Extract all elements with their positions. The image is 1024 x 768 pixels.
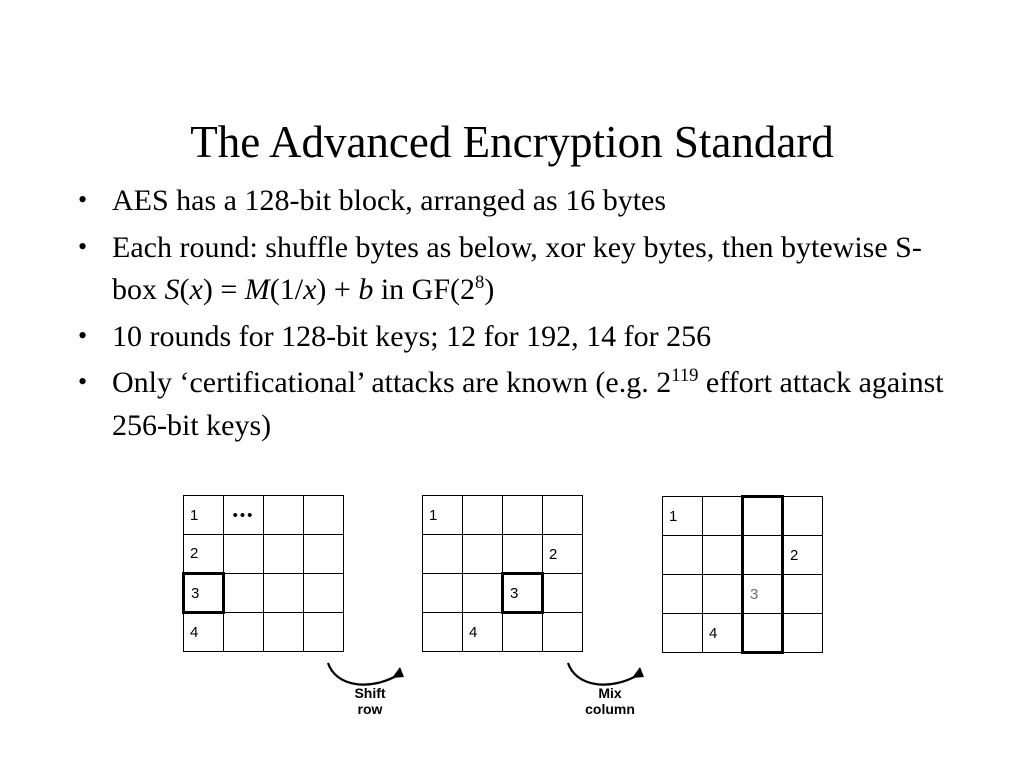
- cell-r0c3: [304, 496, 344, 535]
- cell-r1c1: [703, 536, 743, 575]
- arrow-shift-row-label: [325, 685, 415, 717]
- cell-r0c1: •••: [224, 496, 264, 535]
- cell-r3c3: [783, 614, 823, 653]
- table-row: [423, 496, 583, 535]
- bullet-text-1: AES has a 128-bit block, arranged as 16 bytes: [112, 184, 667, 217]
- bullet-marker-icon: •: [78, 367, 88, 397]
- cell-r2c2-highlighted: 3: [743, 575, 783, 614]
- list-item: [78, 180, 958, 223]
- cell-r2c1: [703, 575, 743, 614]
- bullet-list: [78, 180, 958, 452]
- cell-r3c1: 4: [463, 613, 503, 652]
- cell-r0c1: [703, 497, 743, 536]
- cell-r0c3: [783, 497, 823, 536]
- cell-r0c2: [503, 496, 543, 535]
- cell-r3c2-highlighted: [743, 614, 783, 653]
- grid-initial: [182, 495, 344, 652]
- cell-r2c0-highlighted: 3: [184, 574, 224, 613]
- cell-r1c3: 2: [543, 535, 583, 574]
- cell-r1c0: [423, 535, 463, 574]
- cell-r2c3: [543, 574, 583, 613]
- arrow-shift-row-label-line2: row: [357, 701, 383, 718]
- cell-r3c1: 4: [703, 614, 743, 653]
- cell-r1c3: [304, 535, 344, 574]
- list-item: [78, 362, 958, 447]
- cell-r1c3: 2: [783, 536, 823, 575]
- table-row: [184, 574, 344, 613]
- arrow-mix-column-label: [560, 685, 660, 717]
- arrow-shift-row-label-line1: Shift: [354, 685, 386, 701]
- cell-r0c0: 1: [663, 497, 703, 536]
- cell-r1c0: 2: [184, 535, 224, 574]
- cell-r0c3: [543, 496, 583, 535]
- cell-r2c0: [663, 575, 703, 614]
- table-row: [184, 535, 344, 574]
- cell-r0c2: [264, 496, 304, 535]
- cell-r0c0: 1: [184, 496, 224, 535]
- cell-r3c1: [224, 613, 264, 652]
- cell-r3c3: [304, 613, 344, 652]
- table-row: [184, 613, 344, 652]
- table-row: [423, 574, 583, 613]
- cell-r2c1: [224, 574, 264, 613]
- bullet-text-4: Only ‘certificational’ attacks are known (e.g. $2^{119}$ effort attack against 256-bit keys): [112, 365, 944, 442]
- page-title: The Advanced Encryption Standard: [190, 117, 834, 168]
- arrow-mix-column-label-line1: Mix: [598, 685, 622, 701]
- state-grid-shift-row: [422, 495, 583, 652]
- state-grid-mix-column: [662, 495, 823, 654]
- table-row: [663, 497, 823, 536]
- cell-r3c0: 4: [184, 613, 224, 652]
- grid-after-mix-column: [662, 495, 823, 654]
- list-item: [78, 316, 958, 359]
- table-row: [663, 536, 823, 575]
- table-row: [663, 575, 823, 614]
- cell-r1c2: [264, 535, 304, 574]
- cell-r3c2: [503, 613, 543, 652]
- bullet-text-2: Each round: shuffle bytes as below, xor key bytes, then bytewise S-box S(x) = M(1/x) + b in $GF(2^8)$: [112, 230, 922, 307]
- cell-r3c0: [423, 613, 463, 652]
- state-grid-initial: [182, 495, 344, 652]
- table-row: [423, 613, 583, 652]
- cell-r1c0: [663, 536, 703, 575]
- table-row: [663, 614, 823, 653]
- cell-r2c0: [423, 574, 463, 613]
- cell-r3c0: [663, 614, 703, 653]
- cell-r1c2-highlighted: [743, 536, 783, 575]
- bullet-marker-icon: •: [78, 320, 88, 350]
- table-row: [423, 535, 583, 574]
- cell-r2c1: [463, 574, 503, 613]
- cell-r0c2-highlighted: [743, 497, 783, 536]
- cell-r2c3: [783, 575, 823, 614]
- cell-r0c1: [463, 496, 503, 535]
- grid-after-shift-row: [422, 495, 583, 652]
- cell-r1c1: [463, 535, 503, 574]
- cell-r2c2-highlighted: 3: [503, 574, 543, 613]
- cell-r1c1: [224, 535, 264, 574]
- bullet-marker-icon: •: [78, 185, 88, 214]
- bullet-marker-icon: •: [78, 231, 88, 261]
- cell-r0c0: 1: [423, 496, 463, 535]
- cell-r2c3: [304, 574, 344, 613]
- cell-r3c3: [543, 613, 583, 652]
- cell-r3c2: [264, 613, 304, 652]
- aes-round-diagram: [150, 495, 890, 735]
- arrow-mix-column-label-line2: column: [585, 701, 635, 718]
- table-row: [184, 496, 344, 535]
- cell-r2c2: [264, 574, 304, 613]
- list-item: [78, 227, 958, 312]
- bullet-text-3: 10 rounds for 128-bit keys; 12 for 192, 14 for 256: [112, 319, 712, 353]
- cell-r1c2: [503, 535, 543, 574]
